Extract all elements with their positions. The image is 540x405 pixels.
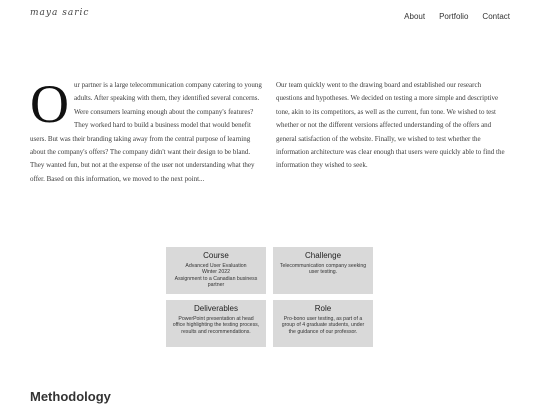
card-title: Challenge xyxy=(304,251,342,260)
intro-left-column xyxy=(30,74,262,186)
methodology-heading: Methodology xyxy=(30,389,111,404)
card-body: PowerPoint presentation at head office highlighting the testing process, results and recommendations. xyxy=(172,316,260,335)
main-nav xyxy=(404,12,510,21)
nav-contact-link[interactable]: Contact xyxy=(482,12,510,21)
card-role xyxy=(273,300,373,347)
intro-right-text: Our team quickly went to the drawing board and established our research questions and hypotheses. We decided on testing a more simple and descriptive tone, akin to its competitors, as well as the current, fun tone. We wished to test whether or not the different versions affected understanding of the offers and general satisfaction of the website. Finally, we wished to test whether the information architecture was clear enough that users were quickly able to find the information they wished to seek. xyxy=(276,81,505,170)
project-info-grid xyxy=(166,247,367,347)
card-title: Course xyxy=(203,251,229,260)
card-challenge xyxy=(273,247,373,294)
site-logo[interactable]: maya saric xyxy=(30,8,90,18)
intro-left-text: ur partner is a large telecommunication company catering to young adults. After speaking with them, they identified several concerns. Were consumers learning enough about the company's features? They worked hard to build a business model that would benefit users. But was their branding taking away from the central purpose of learning about the company's offers? The company didn't want their design to be bland. They wanted fun, but not at the expense of the user not understanding what they offer. Based on this information, we moved to the next point... xyxy=(30,81,262,183)
card-title: Role xyxy=(314,304,332,313)
drop-cap: O xyxy=(30,74,69,134)
nav-about-link[interactable]: About xyxy=(404,12,426,21)
nav-portfolio-link[interactable]: Portfolio xyxy=(439,12,469,21)
card-title: Deliverables xyxy=(193,304,239,313)
intro-right-column xyxy=(276,79,508,173)
card-body: Pro-bono user testing, as part of a group of 4 graduate students, under the guidance of our professor. xyxy=(281,316,365,335)
card-deliverables xyxy=(166,300,266,347)
card-body: Telecommunication company seeking user testing. xyxy=(279,263,367,276)
card-course xyxy=(166,247,266,294)
card-body: Advanced User Evaluation Winter 2022 Assignment to a Canadian business partner xyxy=(174,263,258,289)
